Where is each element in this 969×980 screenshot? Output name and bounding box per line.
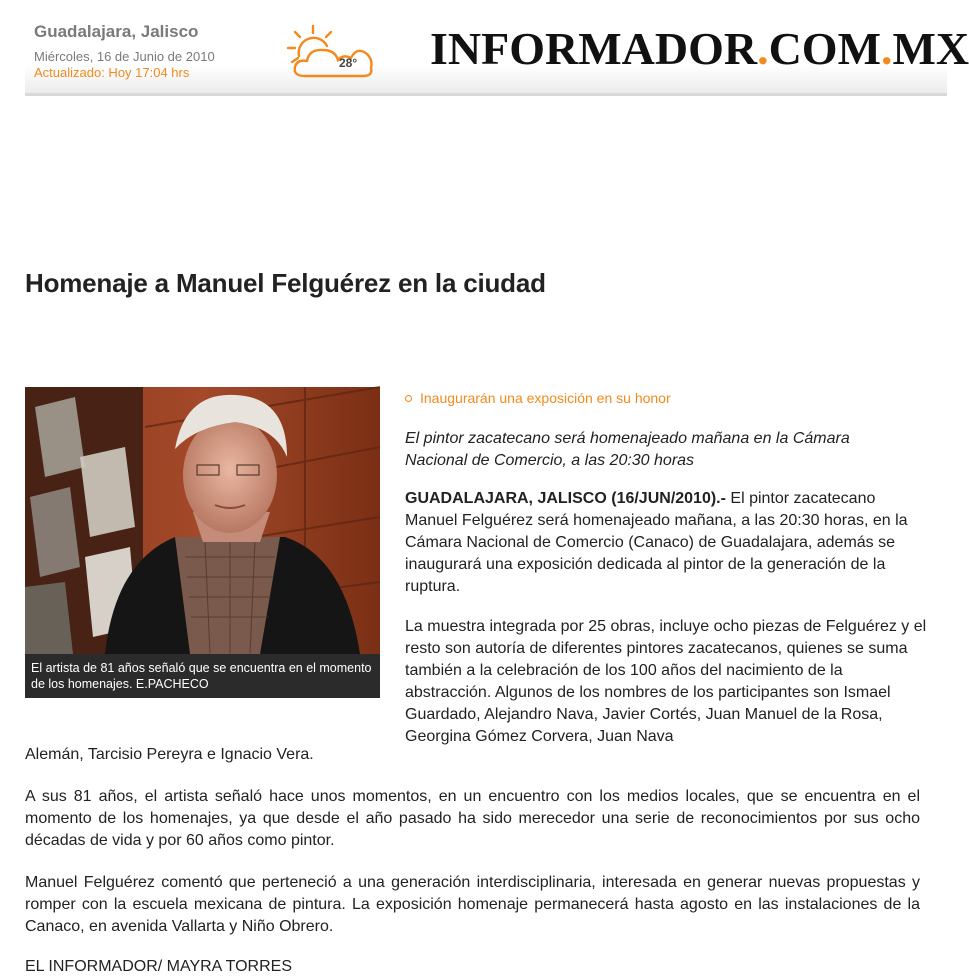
article-highlight-text: Inaugurarán una exposición en su honor xyxy=(420,390,671,406)
header-updated: Actualizado: Hoy 17:04 hrs xyxy=(34,65,190,80)
circle-bullet-icon xyxy=(405,395,412,402)
site-header xyxy=(25,0,969,96)
site-logo[interactable] xyxy=(430,24,969,74)
article-photo[interactable] xyxy=(25,387,380,654)
logo-word-3: MX xyxy=(892,23,969,74)
article-paragraph-3: A sus 81 años, el artista señaló hace unos momentos, en un encuentro con los medios locales, que se encuentra en el momento de los homenajes, ya que desde el año pasado ha sido merecedor una serie de reconocimientos por sus ocho décadas de vida y por 60 años como pintor. xyxy=(25,788,920,849)
article-title: Homenaje a Manuel Felguérez en la ciudad xyxy=(25,268,546,298)
article-lead: El pintor zacatecano será homenajeado mañana en la Cámara Nacional de Comercio, a las 20:30 horas xyxy=(405,430,850,469)
logo-dot-1: . xyxy=(757,23,769,74)
article-dateline: GUADALAJARA, JALISCO (16/JUN/2010).- xyxy=(405,490,726,507)
article-paragraph-1 xyxy=(405,488,925,598)
article-photo-box xyxy=(25,387,380,698)
logo-word-1: INFORMADOR xyxy=(430,23,758,74)
article-paragraph-2: La muestra integrada por 25 obras, incluye ocho piezas de Felguérez y el resto son autoría de diferentes pintores zacatecanos, quienes se suma también a la celebración de los 100 años del nacimiento de la abstracción. Algunos de los nombres de los participantes son Ismael Guardado, Alejandro Nava, Javier Cortés, Juan Manuel de la Rosa, Georgina Gómez Corvera, Juan Nava xyxy=(405,618,927,745)
logo-dot-2: . xyxy=(881,23,893,74)
weather-temperature: 28° xyxy=(339,56,358,70)
sun-cloud-icon xyxy=(283,24,375,80)
article-author: EL INFORMADOR/ MAYRA TORRES xyxy=(25,958,293,975)
article-paragraph-1-body: El pintor zacatecano Manuel Felguérez será homenajeado mañana, a las 20:30 horas, en la Cámara Nacional de Comercio (Canaco) de Guadalajara, además se inaugurará una exposición dedicada al pintor de la generación de la ruptura. xyxy=(405,490,908,595)
logo-word-2: COM xyxy=(768,23,881,74)
article-paragraph-4: Manuel Felguérez comentó que perteneció a una generación interdisciplinaria, interesada en generar nuevas propuestas y romper con la escuela mexicana de pintura. La exposición homenaje permanecerá hasta agosto en las instalaciones de la Canaco, en avenida Vallarta y Niño Obrero. xyxy=(25,874,920,935)
article-paragraph-2-continued: Alemán, Tarcisio Pereyra e Ignacio Vera. xyxy=(25,746,314,763)
header-date: Miércoles, 16 de Junio de 2010 xyxy=(34,49,215,64)
photo-caption: El artista de 81 años señaló que se encuentra en el momento de los homenajes. E.PACHECO xyxy=(25,654,380,698)
article-highlight[interactable] xyxy=(405,390,671,406)
header-city: Guadalajara, Jalisco xyxy=(34,22,199,41)
